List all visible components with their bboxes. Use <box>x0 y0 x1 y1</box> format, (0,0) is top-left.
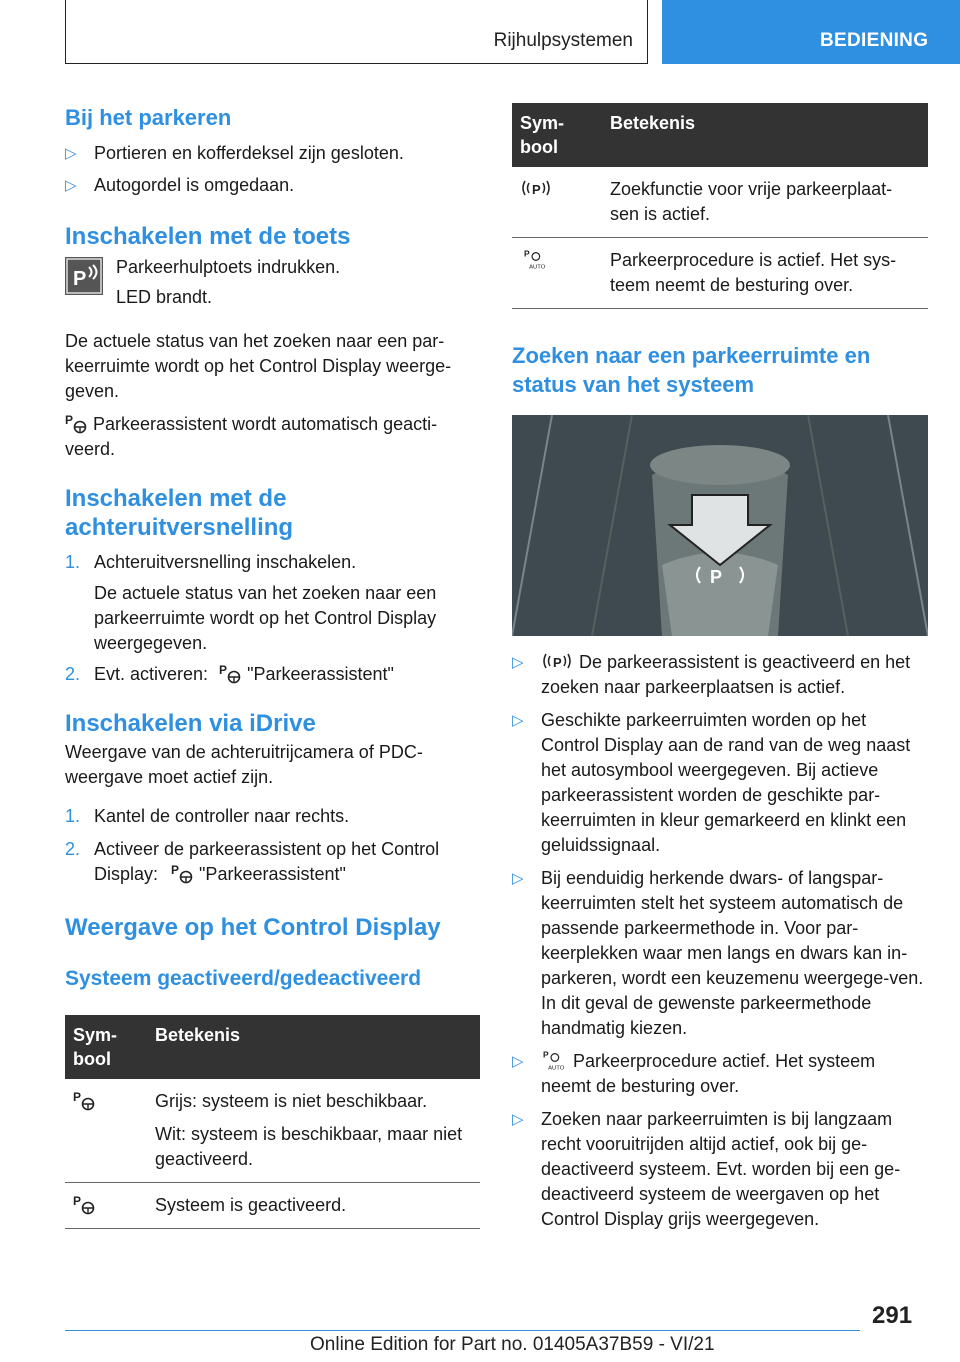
page-number: 291 <box>872 1302 913 1329</box>
triangle-bullet-icon: ▷ <box>65 177 77 194</box>
triangle-bullet-icon: ▷ <box>512 870 524 887</box>
list-item: 1. Kantel de controller naar rechts. <box>65 806 350 826</box>
table-row: P AUTO Parkeerprocedure is actief. Het sys-teem neemt de besturing over. <box>512 238 928 309</box>
edition-text: Online Edition for Part no. 01405A37B59 - VI/21 <box>310 1334 715 1355</box>
table-row: P Zoekfunctie voor vrije parkeerplaat-sen is actief. <box>512 167 928 238</box>
button-paragraph: De actuele status van het zoeken naar een par-keerruimte wordt op het Control Display weerge-geven. <box>65 331 452 401</box>
th-symbol: Sym-bool <box>512 103 602 167</box>
parking-assist-icon <box>65 412 87 434</box>
parking-assist-icon <box>171 862 193 884</box>
list-item: ▷ Portieren en kofferdeksel zijn gesloten. <box>65 141 480 166</box>
list-item: 1. Achteruitversnelling inschakelen. <box>65 552 357 572</box>
symbol-table <box>512 103 928 309</box>
list-item: ▷ P AUTO Parkeerprocedure actief. Het systeem neemt de besturing over. <box>512 1049 876 1096</box>
status-table <box>65 1015 480 1229</box>
svg-text:P: P <box>73 268 87 290</box>
list-item: 2. Activeer de parkeerassistent op het Control Display: P "Parkeerassistent" <box>65 839 440 884</box>
display-subtitle: Systeem geactiveerd/gedeactiveerd <box>65 967 422 990</box>
table-header-row <box>512 103 928 167</box>
svg-text:AUTO: AUTO <box>548 1065 565 1071</box>
reverse-title: Inschakelen met de achteruitversnelling <box>65 485 294 541</box>
svg-text:P: P <box>710 567 723 587</box>
header-section-box <box>65 0 648 64</box>
header-chapter-title: BEDIENING <box>820 30 929 51</box>
list-item: ▷ Autogordel is omgedaan. <box>65 173 480 198</box>
triangle-bullet-icon: ▷ <box>512 712 524 729</box>
table-row: P Grijs: systeem is niet beschikbaar. Wit: systeem is beschikbaar, maar niet geactiveerd. <box>65 1079 480 1183</box>
display-title: Weergave op het Control Display <box>65 914 441 941</box>
button-step-1: Parkeerhulptoets indrukken. <box>116 257 341 277</box>
svg-text:P: P <box>553 655 562 670</box>
parking-button-icon <box>65 257 103 295</box>
svg-text:AUTO: AUTO <box>529 264 546 270</box>
left-column <box>65 100 480 1229</box>
parking-assist-icon-grey <box>73 1089 95 1111</box>
list-item: ▷ Bij eenduidig herkende dwars- of langspar-keerruimten stelt het systeem automatisch de passende parkeermethode in. Voor par-keerplekken waar men langs en dwars kan in-parkeren, wordt een keuzemenu weergege-ven. In dit geval de gewenste parkeermethode handmatig kiezen. <box>512 868 924 1038</box>
header-section-title: Rijhulpsystemen <box>493 30 633 51</box>
search-bullets <box>512 650 928 1232</box>
idrive-paragraph: Weergave van de achteruitrijcamera of PDC-weergave moet actief zijn. <box>65 742 423 787</box>
svg-text:P: P <box>73 1090 82 1104</box>
footer-divider <box>65 1330 860 1331</box>
parking-search-icon <box>541 650 573 672</box>
triangle-bullet-icon: ▷ <box>65 145 77 162</box>
table-row: P Systeem is geactiveerd. <box>65 1183 480 1229</box>
triangle-bullet-icon: ▷ <box>512 654 524 671</box>
svg-text:P: P <box>543 1049 549 1060</box>
triangle-bullet-icon: ▷ <box>512 1053 524 1070</box>
svg-text:P: P <box>532 182 541 197</box>
svg-text:P: P <box>524 248 530 259</box>
search-title: Zoeken naar een parkeerruimte en status van het systeem <box>512 343 871 397</box>
th-meaning: Betekenis <box>147 1015 480 1079</box>
list-item: 2. Evt. activeren: P "Parkeerassistent" <box>65 663 394 684</box>
table-header-row <box>65 1015 480 1079</box>
parking-auto-icon <box>520 248 550 270</box>
triangle-bullet-icon: ▷ <box>512 1111 524 1128</box>
svg-text:P: P <box>219 663 228 677</box>
parking-assist-icon <box>219 662 241 684</box>
parking-search-icon <box>520 177 552 199</box>
parking-assist-icon <box>73 1193 95 1215</box>
list-item: ▷ Geschikte parkeerruimten worden op het Control Display aan de rand van de weg naast het autosymbool weergegeven. Bij actieve parkeerassistent worden de geschikte par-keerruimten in kleur gemarkeerd en klinkt een geluidssignaal. <box>512 710 911 855</box>
idrive-title: Inschakelen via iDrive <box>65 710 316 737</box>
parking-title: Bij het parkeren <box>65 105 232 130</box>
button-step-block <box>65 255 480 311</box>
button-note: P Parkeerassistent wordt automatisch geacti-veerd. <box>65 413 438 459</box>
list-item: ▷ P De parkeerassistent is geactiveerd en het zoeken naar parkeerplaatsen is actief. <box>512 652 911 697</box>
svg-text:P: P <box>65 413 74 427</box>
button-title: Inschakelen met de toets <box>65 223 351 250</box>
right-column <box>512 103 928 1232</box>
control-display-image <box>512 415 928 636</box>
header-chapter-tab <box>662 0 960 64</box>
button-step-2: LED brandt. <box>116 287 213 307</box>
th-symbol: Sym-bool <box>65 1015 147 1079</box>
svg-text:P: P <box>73 1194 82 1208</box>
svg-text:P: P <box>171 863 180 877</box>
list-item-sub: De actuele status van het zoeken naar een parkeerruimte wordt op het Control Display weergegeven. <box>94 583 437 653</box>
parking-auto-icon <box>541 1049 567 1071</box>
list-item: ▷ Zoeken naar parkeerruimten is bij langzaam recht vooruitrijden altijd actief, ook bij ge-deactiveerd systeem. Evt. worden bij een ge-deactiveerd systeem de weergaven op het Control Display grijs weergegeven. <box>512 1109 901 1229</box>
th-meaning: Betekenis <box>602 103 928 167</box>
